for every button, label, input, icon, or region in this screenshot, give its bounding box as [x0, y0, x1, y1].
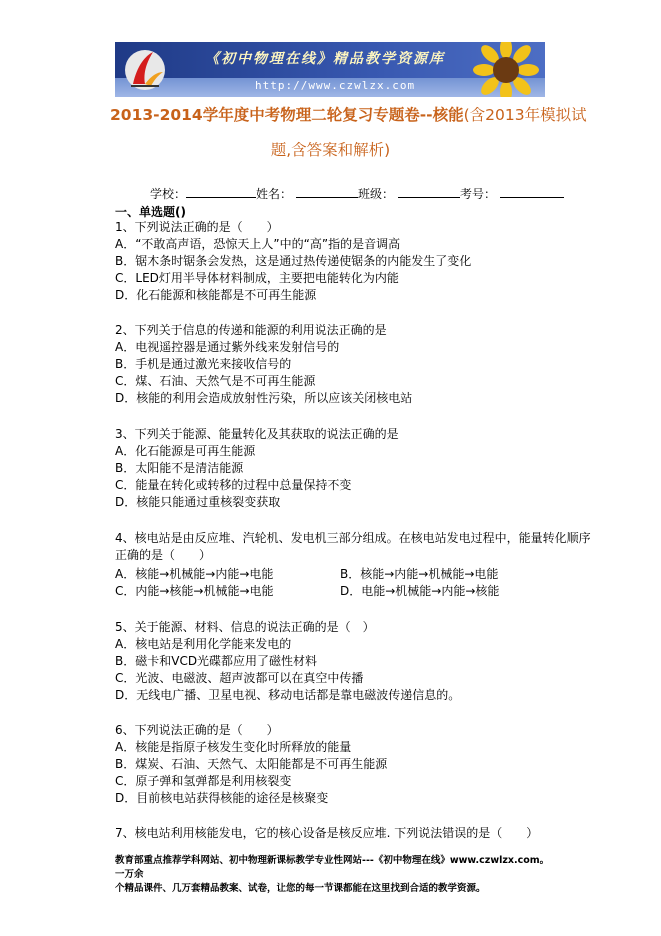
question-3-option-a: A．化石能源是可再生能源	[115, 444, 256, 458]
page-footer	[115, 854, 555, 896]
question-2-option-b: B．手机是通过激光来接收信号的	[115, 357, 292, 371]
document-title-line1	[110, 103, 587, 125]
question-2-option-d: D．核能的利用会造成放射性污染，所以应该关闭核电站	[115, 391, 413, 405]
question-5-stem: 5、关于能源、材料、信息的说法正确的是（ ）	[115, 620, 375, 634]
question-2-stem: 2、下列关于信息的传递和能源的利用说法正确的是	[115, 323, 387, 337]
document-title-main: 2013-2014学年度中考物理二轮复习专题卷--核能	[110, 106, 464, 124]
question-1-stem: 1、下列说法正确的是（ ）	[115, 220, 279, 234]
sunflower-icon	[473, 42, 539, 97]
question-1-option-d: D．化石能源和核能都是不可再生能源	[115, 288, 317, 302]
site-banner	[115, 42, 545, 97]
footer-line1: 教育部重点推荐学科网站、初中物理新课标教学专业性网站---《初中物理在线》www.czwlzx.com。一万余	[115, 855, 550, 880]
name-blank[interactable]	[296, 185, 358, 198]
question-5-option-c: C．光波、电磁波、超声波都可以在真空中传播	[115, 671, 364, 685]
exam-number-blank[interactable]	[500, 185, 564, 198]
class-blank[interactable]	[398, 185, 460, 198]
question-4-option-a: A．核能→机械能→内能→电能	[115, 567, 274, 581]
question-6-option-c: C．原子弹和氢弹都是利用核裂变	[115, 774, 292, 788]
question-7-stem: 7、核电站利用核能发电，它的核心设备是核反应堆. 下列说法错误的是（ ）	[115, 826, 539, 840]
question-2-option-a: A．电视遥控器是通过紫外线来发射信号的	[115, 340, 340, 354]
question-4-stem-line2: 正确的是（ ）	[115, 548, 212, 562]
question-6-option-a: A．核能是指原子核发生变化时所释放的能量	[115, 740, 352, 754]
question-1-option-a: A．“不敢高声语，恐惊天上人”中的“高”指的是音调高	[115, 237, 401, 251]
name-label: 姓名：	[256, 187, 293, 201]
exam-number-label: 考号：	[460, 187, 497, 201]
question-5-option-a: A．核电站是利用化学能来发电的	[115, 637, 292, 651]
school-label: 学校：	[150, 187, 187, 201]
question-2-option-c: C．煤、石油、天然气是不可再生能源	[115, 374, 316, 388]
question-3-option-b: B．太阳能不是清洁能源	[115, 461, 244, 475]
question-6-stem: 6、下列说法正确的是（ ）	[115, 723, 279, 737]
document-title-paren: (含2013年模拟试	[463, 106, 587, 124]
document-title-cont: 题,含答案和解析)	[270, 141, 391, 159]
question-3-option-c: C．能量在转化或转移的过程中总量保持不变	[115, 478, 352, 492]
question-1-option-c: C．LED灯用半导体材料制成，主要把电能转化为内能	[115, 271, 399, 285]
question-4-option-c: C．内能→核能→机械能→电能	[115, 584, 274, 598]
footer-line2: 个精品课件、几万套精品教案、试卷，让您的每一节课都能在这里找到合适的教学资源。	[115, 883, 486, 894]
question-1-option-b: B．锯木条时锯条会发热，这是通过热传递使锯条的内能发生了变化	[115, 254, 472, 268]
question-5-option-d: D．无线电广播、卫星电视、移动电话都是靠电磁波传递信息的。	[115, 688, 461, 702]
document-title-line2	[0, 138, 661, 160]
question-4-option-b: B．核能→内能→机械能→电能	[340, 567, 499, 581]
banner-url[interactable]: http://www.czwlzx.com	[255, 79, 416, 92]
section-heading: 一、单选题()	[115, 205, 186, 219]
site-logo-icon	[123, 46, 167, 92]
question-3-stem: 3、下列关于能源、能量转化及其获取的说法正确的是	[115, 427, 399, 441]
question-6-option-d: D．目前核电站获得核能的途径是核聚变	[115, 791, 329, 805]
question-3-option-d: D．核能只能通过重核裂变获取	[115, 495, 281, 509]
question-4-option-d: D．电能→机械能→内能→核能	[340, 584, 500, 598]
question-5-option-b: B．磁卡和VCD光碟都应用了磁性材料	[115, 654, 318, 668]
question-6-option-b: B．煤炭、石油、天然气、太阳能都是不可再生能源	[115, 757, 388, 771]
class-label: 班级：	[358, 187, 395, 201]
banner-title: 《初中物理在线》精品教学资源库	[205, 51, 445, 67]
student-info-line	[150, 185, 564, 202]
question-4-stem-line1: 4、核电站是由反应堆、汽轮机、发电机三部分组成。在核电站发电过程中，能量转化顺序	[115, 531, 591, 545]
school-blank[interactable]	[186, 185, 256, 198]
